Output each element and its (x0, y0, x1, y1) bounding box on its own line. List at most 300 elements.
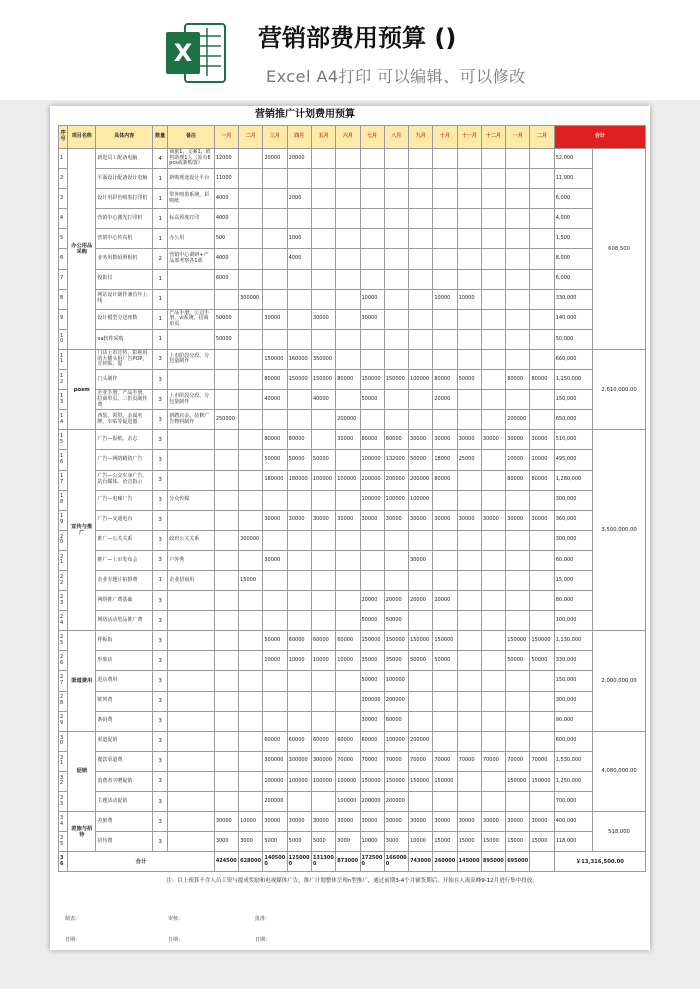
row-total-cell: 150,000 (554, 671, 592, 691)
note-cell: 办公用 (168, 229, 215, 249)
content-cell: 业务用数码照相机 (96, 249, 153, 269)
month-cell (506, 570, 530, 590)
month-cell (530, 490, 554, 510)
table-row (59, 370, 646, 390)
month-cell: 30000 (457, 430, 481, 450)
month-cell (433, 249, 457, 269)
month-cell (530, 550, 554, 570)
month-cell (263, 490, 287, 510)
month-cell (384, 229, 408, 249)
month-cell (457, 711, 481, 731)
month-cell (530, 711, 554, 731)
month-cell: 60000 (311, 631, 335, 651)
quantity-cell: 1 (153, 329, 168, 349)
month-cell (433, 329, 457, 349)
month-cell (263, 410, 287, 430)
month-cell (506, 591, 530, 611)
month-cell: 100000 (409, 490, 433, 510)
content-cell: oa软件采购 (96, 329, 153, 349)
month-cell (409, 209, 433, 229)
month-cell (336, 329, 360, 349)
month-cell: 30000 (506, 812, 530, 832)
month-cell (214, 530, 238, 550)
month-cell: 30000 (263, 550, 287, 570)
month-cell (530, 410, 554, 430)
month-cell (481, 731, 505, 751)
month-cell (433, 169, 457, 189)
header-cell: 八月 (384, 126, 408, 149)
month-cell (287, 570, 311, 590)
month-cell (433, 691, 457, 711)
table-row (59, 309, 646, 329)
month-cell: 10000 (311, 651, 335, 671)
note-cell (168, 631, 215, 651)
month-cell (239, 691, 263, 711)
month-cell (360, 570, 384, 590)
month-cell: 150000 (409, 771, 433, 791)
month-cell: 30000 (506, 510, 530, 530)
month-cell: 30000 (409, 550, 433, 570)
row-total-cell: 330,000 (554, 289, 592, 309)
month-cell: 100000 (384, 490, 408, 510)
month-cell (481, 450, 505, 470)
month-cell (433, 731, 457, 751)
month-cell: 50000 (311, 450, 335, 470)
month-cell: 3000 (239, 832, 263, 852)
month-cell: 150000 (530, 771, 554, 791)
month-cell: 10000 (506, 450, 530, 470)
header-cell: 十二月 (481, 126, 505, 149)
row-total-cell: 400,000 (554, 812, 592, 832)
month-cell: 30000 (311, 510, 335, 530)
month-cell (433, 792, 457, 812)
header-cell: 项目名称 (68, 126, 96, 149)
month-cell (336, 269, 360, 289)
month-cell: 3000 (384, 832, 408, 852)
month-cell (481, 249, 505, 269)
month-cell (311, 430, 335, 450)
month-cell (360, 249, 384, 269)
header-cell: 一月 (214, 126, 238, 149)
row-total-cell: 300,000 (554, 490, 592, 510)
signature-reviewer: 审核： (168, 916, 184, 922)
table-row (59, 450, 646, 470)
category-cell: 办公用品采购 (68, 149, 96, 350)
quantity-cell: 1 (153, 189, 168, 209)
month-cell (384, 269, 408, 289)
month-cell: 200000 (384, 792, 408, 812)
month-cell: 70000 (360, 751, 384, 771)
month-cell: 60000 (287, 631, 311, 651)
month-cell: 5000 (263, 832, 287, 852)
month-cell: 50000 (263, 631, 287, 651)
row-total-cell: 300,000 (554, 530, 592, 550)
table-row (59, 631, 646, 651)
month-cell (384, 149, 408, 169)
content-cell: 餐饮渠道费 (96, 751, 153, 771)
month-cell: 15000 (457, 832, 481, 852)
quantity-cell: 1 (153, 209, 168, 229)
header-cell: 数量 (153, 126, 168, 149)
table-row (59, 812, 646, 832)
month-cell: 200000 (360, 792, 384, 812)
content-cell: 条码费 (96, 711, 153, 731)
month-cell (481, 309, 505, 329)
row-total-cell: 600,000 (554, 731, 592, 751)
month-cell: 200000 (384, 470, 408, 490)
note-cell: 带外喷墨系统、彩喷纸 (168, 189, 215, 209)
month-cell (409, 671, 433, 691)
month-cell (239, 671, 263, 691)
quantity-cell: 1 (153, 269, 168, 289)
row-number: 27 (59, 671, 68, 691)
month-cell: 70000 (384, 751, 408, 771)
row-number: 3 (59, 189, 68, 209)
quantity-cell: 3 (153, 410, 168, 430)
month-cell (311, 209, 335, 229)
month-cell (239, 751, 263, 771)
month-cell (457, 329, 481, 349)
summary-month-cell: 873000 (336, 852, 360, 872)
month-cell: 40000 (311, 390, 335, 410)
month-cell: 60000 (263, 731, 287, 751)
row-total-cell: 15,000 (554, 570, 592, 590)
month-cell (336, 349, 360, 369)
month-cell: 30000 (214, 812, 238, 832)
month-cell (360, 149, 384, 169)
quantity-cell: 3 (153, 792, 168, 812)
month-cell: 100000 (409, 370, 433, 390)
month-cell: 150000 (433, 631, 457, 651)
month-cell (506, 269, 530, 289)
month-cell: 100000 (336, 470, 360, 490)
month-cell: 30000 (530, 812, 554, 832)
month-cell: 30000 (311, 309, 335, 329)
month-cell: 70000 (433, 751, 457, 771)
month-cell (530, 289, 554, 309)
month-cell (433, 209, 457, 229)
month-cell (457, 651, 481, 671)
content-cell: 营销中心传真机 (96, 229, 153, 249)
month-cell (239, 209, 263, 229)
month-cell (336, 671, 360, 691)
quantity-cell: 3 (153, 430, 168, 450)
month-cell (311, 269, 335, 289)
month-cell (409, 189, 433, 209)
row-total-cell: 360,000 (554, 510, 592, 530)
row-total-cell: 52,000 (554, 149, 592, 169)
month-cell (214, 570, 238, 590)
row-number: 34 (59, 812, 68, 832)
month-cell (311, 490, 335, 510)
month-cell: 1000 (287, 229, 311, 249)
month-cell: 30000 (530, 430, 554, 450)
note-cell (168, 329, 215, 349)
month-cell (214, 631, 238, 651)
month-cell: 150000 (360, 631, 384, 651)
group-total-cell: 3,500,000.00 (593, 430, 646, 631)
quantity-cell: 1 (153, 309, 168, 329)
month-cell (311, 329, 335, 349)
month-cell: 20000 (409, 591, 433, 611)
month-cell (457, 169, 481, 189)
quantity-cell: 1 (153, 229, 168, 249)
header-cell: 十一月 (457, 126, 481, 149)
content-cell: 样板街 (96, 631, 153, 651)
month-cell (530, 731, 554, 751)
month-cell: 150000 (506, 771, 530, 791)
month-cell (433, 189, 457, 209)
month-cell (481, 470, 505, 490)
table-row (59, 490, 646, 510)
month-cell (287, 309, 311, 329)
month-cell (263, 189, 287, 209)
month-cell (481, 269, 505, 289)
month-cell: 100000 (336, 771, 360, 791)
content-cell: 消费者买赠促销 (96, 771, 153, 791)
month-cell: 30000 (287, 812, 311, 832)
row-number: 19 (59, 510, 68, 530)
month-cell (433, 570, 457, 590)
content-cell: 差旅费 (96, 812, 153, 832)
table-row (59, 390, 646, 410)
sheet-title: 营销推广计划费用预算 (255, 109, 355, 120)
month-cell: 150000 (311, 370, 335, 390)
content-cell: 主题活动促销 (96, 792, 153, 812)
month-cell (481, 169, 505, 189)
month-cell: 30000 (263, 510, 287, 530)
row-number: 14 (59, 410, 68, 430)
month-cell (530, 671, 554, 691)
header-row (59, 126, 646, 149)
table-row (59, 570, 646, 590)
month-cell (239, 450, 263, 470)
month-cell (506, 530, 530, 550)
month-cell: 100000 (384, 731, 408, 751)
quantity-cell: 3 (153, 771, 168, 791)
content-cell: 网络推广费基础 (96, 591, 153, 611)
month-cell: 200000 (263, 792, 287, 812)
month-cell (530, 570, 554, 590)
row-total-cell: 510,000 (554, 430, 592, 450)
row-number: 4 (59, 209, 68, 229)
summary-row (59, 852, 646, 872)
month-cell (287, 390, 311, 410)
month-cell (311, 169, 335, 189)
month-cell: 50000 (506, 651, 530, 671)
month-cell (311, 229, 335, 249)
quantity-cell: 3 (153, 671, 168, 691)
month-cell (214, 591, 238, 611)
content-cell: 设计模型分送座数 (96, 309, 153, 329)
month-cell (287, 550, 311, 570)
month-cell (311, 149, 335, 169)
month-cell (481, 671, 505, 691)
month-cell (287, 169, 311, 189)
row-total-cell: 140,000 (554, 309, 592, 329)
month-cell (239, 149, 263, 169)
month-cell: 30000 (433, 510, 457, 530)
month-cell (287, 792, 311, 812)
quantity-cell: 3 (153, 691, 168, 711)
row-total-cell: 660,000 (554, 349, 592, 369)
row-total-cell: 300,000 (554, 691, 592, 711)
month-cell (481, 570, 505, 590)
row-number: 25 (59, 631, 68, 651)
content-cell: 广告—报纸、杂志 (96, 430, 153, 450)
note-cell (168, 430, 215, 450)
month-cell (506, 309, 530, 329)
month-cell: 20000 (263, 149, 287, 169)
month-cell (287, 490, 311, 510)
month-cell: 30000 (336, 430, 360, 450)
month-cell: 70000 (530, 751, 554, 771)
table-row (59, 329, 646, 349)
signature-approver-date: 日期： (255, 937, 271, 943)
content-cell: 平面设计配备设计电脑 (96, 169, 153, 189)
note-cell: 企业招商用 (168, 570, 215, 590)
header-cell: 二月 (239, 126, 263, 149)
month-cell (360, 349, 384, 369)
month-cell (263, 671, 287, 691)
month-cell (457, 611, 481, 631)
month-cell (530, 229, 554, 249)
month-cell (384, 390, 408, 410)
month-cell (239, 490, 263, 510)
summary-month-cell: 1250000 (287, 852, 311, 872)
month-cell: 12000 (214, 149, 238, 169)
month-cell (214, 611, 238, 631)
row-total-cell: 1,130,000 (554, 631, 592, 651)
month-cell: 10000 (457, 289, 481, 309)
quantity-cell: 3 (153, 510, 168, 530)
content-cell: 广告—电梯广告 (96, 490, 153, 510)
month-cell (360, 229, 384, 249)
month-cell (239, 792, 263, 812)
month-cell: 30000 (287, 510, 311, 530)
row-number: 17 (59, 470, 68, 490)
month-cell: 4000 (214, 209, 238, 229)
month-cell (239, 329, 263, 349)
month-cell: 150000 (360, 370, 384, 390)
month-cell (506, 209, 530, 229)
month-cell: 100000 (311, 771, 335, 791)
month-cell (214, 430, 238, 450)
month-cell (263, 169, 287, 189)
table-row (59, 289, 646, 309)
month-cell (239, 269, 263, 289)
month-cell (239, 249, 263, 269)
month-cell (239, 430, 263, 450)
month-cell (506, 149, 530, 169)
group-total-cell: 2,000,000.00 (593, 631, 646, 731)
month-cell (311, 249, 335, 269)
footnote: 注：以上预算不含人员工资与提成奖励和电视媒体广告，推广计划整体呈现n型推广，通过前期3-4个月铺货期后，开始在人流高峰9-12月进行集中投放。 (166, 878, 538, 884)
row-total-cell: 1,150,000 (554, 370, 592, 390)
row-number: 32 (59, 771, 68, 791)
row-number: 29 (59, 711, 68, 731)
month-cell (214, 470, 238, 490)
note-cell (168, 711, 215, 731)
month-cell (360, 550, 384, 570)
month-cell (530, 149, 554, 169)
month-cell (287, 289, 311, 309)
month-cell (384, 209, 408, 229)
month-cell (336, 289, 360, 309)
month-cell: 150000 (263, 349, 287, 369)
quantity-cell: 3 (153, 611, 168, 631)
month-cell: 350000 (311, 349, 335, 369)
note-cell (168, 731, 215, 751)
month-cell (433, 490, 457, 510)
month-cell (239, 189, 263, 209)
month-cell (263, 711, 287, 731)
header-cell: 具体内容 (96, 126, 153, 149)
month-cell: 15000 (481, 832, 505, 852)
month-cell (214, 450, 238, 470)
month-cell (506, 289, 530, 309)
month-cell (214, 751, 238, 771)
month-cell (214, 691, 238, 711)
quantity-cell: 1 (153, 289, 168, 309)
month-cell: 30000 (481, 812, 505, 832)
month-cell: 20000 (433, 390, 457, 410)
quantity-cell: 3 (153, 349, 168, 369)
month-cell (239, 349, 263, 369)
header-cell: 备注 (168, 126, 215, 149)
month-cell: 20000 (433, 591, 457, 611)
table-row (59, 611, 646, 631)
month-cell (409, 611, 433, 631)
month-cell (384, 550, 408, 570)
quantity-cell: 3 (153, 490, 168, 510)
summary-month-cell: 1660000 (384, 852, 408, 872)
month-cell (214, 349, 238, 369)
row-number: 30 (59, 731, 68, 751)
month-cell: 200000 (384, 691, 408, 711)
month-cell (336, 490, 360, 510)
month-cell: 4000 (214, 249, 238, 269)
month-cell: 10000 (287, 651, 311, 671)
month-cell: 3000 (336, 832, 360, 852)
month-cell (263, 249, 287, 269)
row-number: 2 (59, 169, 68, 189)
month-cell: 30000 (433, 812, 457, 832)
category-cell: 宣传与推广 (68, 430, 96, 631)
content-cell: 网络活动奖品推广费 (96, 611, 153, 631)
month-cell (530, 792, 554, 812)
month-cell: 100000 (360, 450, 384, 470)
month-cell (457, 410, 481, 430)
month-cell (239, 370, 263, 390)
month-cell (530, 169, 554, 189)
month-cell: 5000 (311, 832, 335, 852)
content-cell: 广告—网络精资广告 (96, 450, 153, 470)
month-cell (481, 490, 505, 510)
month-cell: 300000 (239, 289, 263, 309)
note-cell (168, 751, 215, 771)
month-cell: 60000 (384, 711, 408, 731)
table-row (59, 470, 646, 490)
month-cell: 30000 (336, 812, 360, 832)
note-cell (168, 450, 215, 470)
month-cell: 30000 (263, 309, 287, 329)
month-cell (409, 289, 433, 309)
month-cell: 5000 (287, 832, 311, 852)
month-cell: 80000 (336, 370, 360, 390)
month-cell: 10000 (433, 289, 457, 309)
excel-logo-icon (163, 20, 229, 86)
